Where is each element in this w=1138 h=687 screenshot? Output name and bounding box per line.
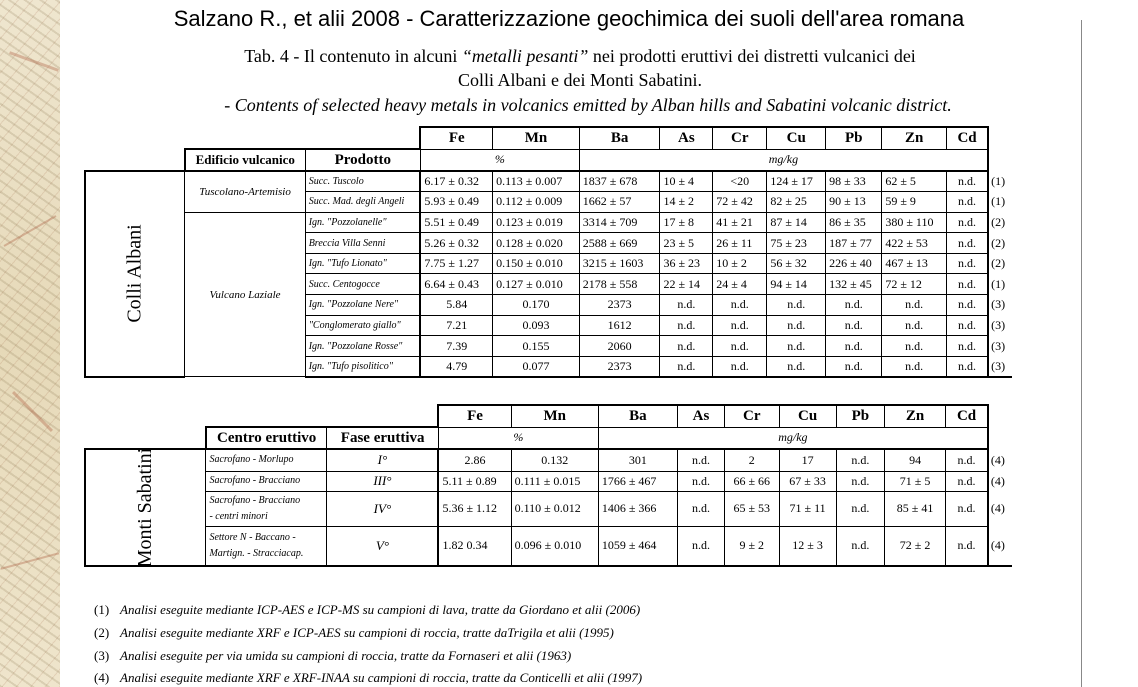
column-header-prodotto: Prodotto [305, 149, 420, 171]
metal-header: Ba [598, 405, 677, 427]
value-cell-mn: 0.112 ± 0.009 [493, 192, 580, 213]
reference-note: (4) [990, 473, 1005, 488]
value-cell-cr: 72 ± 42 [713, 192, 767, 213]
reference-note: (4) [988, 526, 1012, 566]
table-row [85, 471, 1012, 491]
value-cell-cr: 9 ± 2 [724, 526, 779, 566]
metal-header: Zn [882, 127, 947, 149]
value-cell-cu: 17 [779, 449, 836, 471]
value-cell-cr: <20 [713, 171, 767, 192]
reference-note: (3) [991, 317, 1006, 332]
value-cell-ba: 2588 ± 669 [579, 233, 660, 254]
edifice-cell: Vulcano Laziale [185, 212, 305, 377]
metal-header: Fe [420, 127, 492, 149]
eruptive-center-cell [206, 491, 327, 526]
value-cell-zn: 94 [885, 449, 946, 471]
metal-header: Mn [511, 405, 598, 427]
value-cell-ba: 1059 ± 464 [598, 526, 677, 566]
value-cell-as: n.d. [660, 336, 713, 357]
table-caption-line2: Colli Albani e dei Monti Sabatini. [458, 70, 702, 90]
value-cell-as: n.d. [660, 295, 713, 316]
value-cell-cd: n.d. [946, 315, 988, 336]
metal-header: Ba [579, 127, 660, 149]
reference-note: (3) [991, 338, 1006, 353]
product-cell: Ign. "Tufo pisolitico" [305, 356, 420, 377]
value-cell-fe: 5.26 ± 0.32 [420, 233, 492, 254]
reference-note: (1) [991, 194, 1006, 209]
value-cell-zn: 422 ± 53 [882, 233, 947, 254]
eruptive-center-cell [206, 471, 327, 491]
value-cell-pb: n.d. [826, 295, 882, 316]
value-cell-ba: 1406 ± 366 [598, 491, 677, 526]
unit-mgkg: mg/kg [579, 149, 988, 171]
value-cell-as: n.d. [678, 526, 725, 566]
value-cell-cu: 12 ± 3 [779, 526, 836, 566]
metal-header: Cd [946, 405, 988, 427]
value-cell-mn: 0.111 ± 0.015 [511, 471, 598, 491]
value-cell-cu: 75 ± 23 [767, 233, 826, 254]
value-cell-cr: 41 ± 21 [713, 212, 767, 233]
value-cell-ba: 3314 ± 709 [579, 212, 660, 233]
metal-header: Cr [713, 127, 767, 149]
reference-note: (1) [991, 276, 1006, 291]
value-cell-cd: n.d. [946, 295, 988, 316]
reference-note: (4) [990, 452, 1005, 467]
metal-header: Fe [438, 405, 511, 427]
value-cell-zn: n.d. [882, 315, 947, 336]
eruptive-center-cell [206, 449, 327, 471]
value-cell-mn: 0.123 ± 0.019 [493, 212, 580, 233]
value-cell-cu: n.d. [767, 356, 826, 377]
value-cell-cd: n.d. [946, 253, 988, 274]
value-cell-cd: n.d. [946, 491, 988, 526]
value-cell-fe: 4.79 [420, 356, 492, 377]
value-cell-ba: 1662 ± 57 [579, 192, 660, 213]
product-cell: Ign. "Tufo Lionato" [305, 253, 420, 274]
value-cell-as: 14 ± 2 [660, 192, 713, 213]
value-cell-pb: 86 ± 35 [826, 212, 882, 233]
value-cell-as: 22 ± 14 [660, 274, 713, 295]
value-cell-fe: 7.75 ± 1.27 [420, 253, 492, 274]
metal-header: As [678, 405, 725, 427]
value-cell-pb: n.d. [836, 526, 884, 566]
value-cell-cr: 10 ± 2 [713, 253, 767, 274]
reference-note: (1) [991, 173, 1006, 188]
metal-header: Pb [836, 405, 884, 427]
metal-header: As [660, 127, 713, 149]
value-cell-ba: 2060 [579, 336, 660, 357]
value-cell-cd: n.d. [946, 471, 988, 491]
column-header-fase: Fase eruttiva [327, 427, 439, 449]
value-cell-cd: n.d. [946, 233, 988, 254]
table-row [85, 526, 1012, 566]
value-cell-pb: n.d. [826, 356, 882, 377]
table-monti-sabatini [84, 404, 1012, 567]
value-cell-cd: n.d. [946, 192, 988, 213]
reference-note: (3) [991, 297, 1006, 312]
product-cell: Breccia Villa Senni [305, 233, 420, 254]
value-cell-cu: n.d. [767, 295, 826, 316]
value-cell-cu: 124 ± 17 [767, 171, 826, 192]
value-cell-zn: 467 ± 13 [882, 253, 947, 274]
value-cell-cu: 94 ± 14 [767, 274, 826, 295]
eruptive-center-line: Sacrofano - Bracciano [209, 475, 301, 486]
value-cell-cd: n.d. [946, 449, 988, 471]
value-cell-pb: n.d. [836, 491, 884, 526]
group-label-text: Colli Albani [123, 224, 146, 324]
value-cell-pb: n.d. [826, 336, 882, 357]
eruptive-center-line: Sacrofano - Morlupo [209, 454, 294, 466]
value-cell-cr: n.d. [713, 295, 767, 316]
eruptive-center-line: Sacrofano - Bracciano [209, 494, 301, 506]
value-cell-ba: 1612 [579, 315, 660, 336]
value-cell-zn: 72 ± 2 [885, 526, 946, 566]
metal-header: Cd [946, 127, 988, 149]
eruptive-center-line: - centri minori [209, 510, 268, 522]
value-cell-cr: 26 ± 11 [713, 233, 767, 254]
value-cell-ba: 2373 [579, 356, 660, 377]
value-cell-cr: 65 ± 53 [724, 491, 779, 526]
value-cell-cd: n.d. [946, 212, 988, 233]
value-cell-cd: n.d. [946, 336, 988, 357]
reference-note: (2) [991, 214, 1006, 229]
value-cell-cr: n.d. [713, 336, 767, 357]
value-cell-cu: 82 ± 25 [767, 192, 826, 213]
value-cell-pb: n.d. [826, 315, 882, 336]
value-cell-cd: n.d. [946, 171, 988, 192]
value-cell-fe: 7.21 [420, 315, 492, 336]
value-cell-zn: 62 ± 5 [882, 171, 947, 192]
value-cell-as: 23 ± 5 [660, 233, 713, 254]
edifice-cell: Tuscolano-Artemisio [185, 171, 305, 212]
metal-header: Zn [885, 405, 946, 427]
value-cell-mn: 0.113 ± 0.007 [493, 171, 580, 192]
column-header-edificio: Edificio vulcanico [185, 149, 305, 171]
value-cell-zn: n.d. [882, 336, 947, 357]
value-cell-as: n.d. [660, 356, 713, 377]
map-background-strip [0, 0, 60, 687]
eruptive-phase-cell: IV° [327, 491, 439, 526]
eruptive-center-line: Settore N - Baccano - [209, 531, 296, 543]
value-cell-mn: 0.096 ± 0.010 [511, 526, 598, 566]
value-cell-cd: n.d. [946, 274, 988, 295]
group-label-text: Monti Sabatini [134, 447, 157, 568]
value-cell-pb: 226 ± 40 [826, 253, 882, 274]
group-label-monti-sabatini [85, 449, 206, 566]
product-cell: Succ. Centogocce [305, 274, 420, 295]
value-cell-cu: 87 ± 14 [767, 212, 826, 233]
value-cell-zn: 59 ± 9 [882, 192, 947, 213]
footnote: (4) Analisi eseguite mediante XRF e XRF-INAA su campioni di roccia, tratte da Conticelli et alii (1997) [94, 670, 643, 685]
footnote: (2) Analisi eseguite mediante XRF e ICP-AES su campioni di roccia, tratte daTrigila et alii (1995) [94, 625, 614, 640]
product-cell: Ign. "Pozzolane Nere" [305, 295, 420, 316]
value-cell-zn: 71 ± 5 [885, 471, 946, 491]
value-cell-mn: 0.128 ± 0.020 [493, 233, 580, 254]
value-cell-pb: n.d. [836, 449, 884, 471]
value-cell-fe: 5.11 ± 0.89 [438, 471, 511, 491]
table-row [85, 491, 1012, 526]
product-cell: Succ. Tuscolo [305, 171, 420, 192]
metal-header: Pb [826, 127, 882, 149]
value-cell-cr: 2 [724, 449, 779, 471]
value-cell-zn: 72 ± 12 [882, 274, 947, 295]
value-cell-cr: 24 ± 4 [713, 274, 767, 295]
value-cell-fe: 5.51 ± 0.49 [420, 212, 492, 233]
right-divider [1081, 20, 1082, 687]
value-cell-fe: 5.93 ± 0.49 [420, 192, 492, 213]
value-cell-mn: 0.077 [493, 356, 580, 377]
page-title: Salzano R., et alii 2008 - Caratterizzazione geochimica dei suoli dell'area romana [173, 6, 965, 31]
group-label-colli-albani [85, 171, 185, 377]
metal-header: Mn [493, 127, 580, 149]
value-cell-cd: n.d. [946, 356, 988, 377]
table-colli-albani [84, 126, 1012, 378]
value-cell-ba: 1837 ± 678 [579, 171, 660, 192]
table-caption-line1: Tab. 4 - Il contenuto in alcuni “metalli pesanti” nei prodotti eruttivi dei distretti vulcanici dei [244, 46, 916, 66]
reference-note: (3) [988, 356, 1012, 377]
product-cell: Ign. "Pozzolane Rosse" [305, 336, 420, 357]
value-cell-pb: 90 ± 13 [826, 192, 882, 213]
value-cell-cr: n.d. [713, 356, 767, 377]
eruptive-phase-cell: III° [327, 471, 439, 491]
eruptive-phase-cell: I° [327, 449, 439, 471]
value-cell-zn: 85 ± 41 [885, 491, 946, 526]
value-cell-fe: 5.36 ± 1.12 [438, 491, 511, 526]
footnote: (3) Analisi eseguite per via umida su campioni di roccia, tratte da Fornaseri et alii (1963) [94, 648, 572, 663]
reference-note: (2) [991, 256, 1006, 271]
value-cell-ba: 3215 ± 1603 [579, 253, 660, 274]
value-cell-cu: n.d. [767, 315, 826, 336]
value-cell-ba: 301 [598, 449, 677, 471]
value-cell-mn: 0.132 [511, 449, 598, 471]
reference-note: (4) [990, 501, 1005, 515]
value-cell-cu: 56 ± 32 [767, 253, 826, 274]
table-row [85, 171, 1012, 192]
value-cell-zn: n.d. [882, 356, 947, 377]
value-cell-as: n.d. [678, 471, 725, 491]
value-cell-fe: 2.86 [438, 449, 511, 471]
table-row [85, 212, 1012, 233]
eruptive-center-cell [206, 526, 327, 566]
value-cell-mn: 0.170 [493, 295, 580, 316]
value-cell-ba: 2178 ± 558 [579, 274, 660, 295]
column-header-centro: Centro eruttivo [206, 427, 327, 449]
table-caption-english: - Contents of selected heavy metals in volcanics emitted by Alban hills and Sabatini volcanic district. [224, 95, 952, 115]
value-cell-as: 17 ± 8 [660, 212, 713, 233]
table-row [85, 449, 1012, 471]
product-cell: "Conglomerato giallo" [305, 315, 420, 336]
value-cell-cr: 66 ± 66 [724, 471, 779, 491]
value-cell-fe: 6.17 ± 0.32 [420, 171, 492, 192]
value-cell-cu: 71 ± 11 [779, 491, 836, 526]
value-cell-zn: 380 ± 110 [882, 212, 947, 233]
product-cell: Succ. Mad. degli Angeli [305, 192, 420, 213]
value-cell-mn: 0.155 [493, 336, 580, 357]
metal-header: Cr [724, 405, 779, 427]
eruptive-center-line: Martign. - Stracciacap. [209, 547, 304, 559]
value-cell-fe: 1.82 0.34 [438, 526, 511, 566]
value-cell-zn: n.d. [882, 295, 947, 316]
value-cell-mn: 0.110 ± 0.012 [511, 491, 598, 526]
value-cell-as: n.d. [660, 315, 713, 336]
value-cell-pb: 132 ± 45 [826, 274, 882, 295]
value-cell-ba: 1766 ± 467 [598, 471, 677, 491]
footnote: (1) Analisi eseguite mediante ICP-AES e ICP-MS su campioni di lava, tratte da Giordano et alii (2006) [94, 602, 641, 617]
metal-header: Cu [767, 127, 826, 149]
value-cell-as: n.d. [678, 449, 725, 471]
value-cell-pb: 187 ± 77 [826, 233, 882, 254]
value-cell-pb: n.d. [836, 471, 884, 491]
value-cell-as: n.d. [678, 491, 725, 526]
value-cell-mn: 0.150 ± 0.010 [493, 253, 580, 274]
value-cell-cr: n.d. [713, 315, 767, 336]
value-cell-fe: 5.84 [420, 295, 492, 316]
value-cell-as: 10 ± 4 [660, 171, 713, 192]
unit-mgkg: mg/kg [598, 427, 988, 449]
metal-header: Cu [779, 405, 836, 427]
value-cell-fe: 6.64 ± 0.43 [420, 274, 492, 295]
value-cell-as: 36 ± 23 [660, 253, 713, 274]
reference-note: (2) [991, 235, 1006, 250]
value-cell-pb: 98 ± 33 [826, 171, 882, 192]
product-cell: Ign. "Pozzolanelle" [305, 212, 420, 233]
value-cell-ba: 2373 [579, 295, 660, 316]
eruptive-phase-cell: V° [327, 526, 439, 566]
value-cell-mn: 0.127 ± 0.010 [493, 274, 580, 295]
unit-percent: % [438, 427, 598, 449]
value-cell-fe: 7.39 [420, 336, 492, 357]
value-cell-cd: n.d. [946, 526, 988, 566]
unit-percent: % [420, 149, 579, 171]
value-cell-cu: n.d. [767, 336, 826, 357]
value-cell-cu: 67 ± 33 [779, 471, 836, 491]
value-cell-mn: 0.093 [493, 315, 580, 336]
